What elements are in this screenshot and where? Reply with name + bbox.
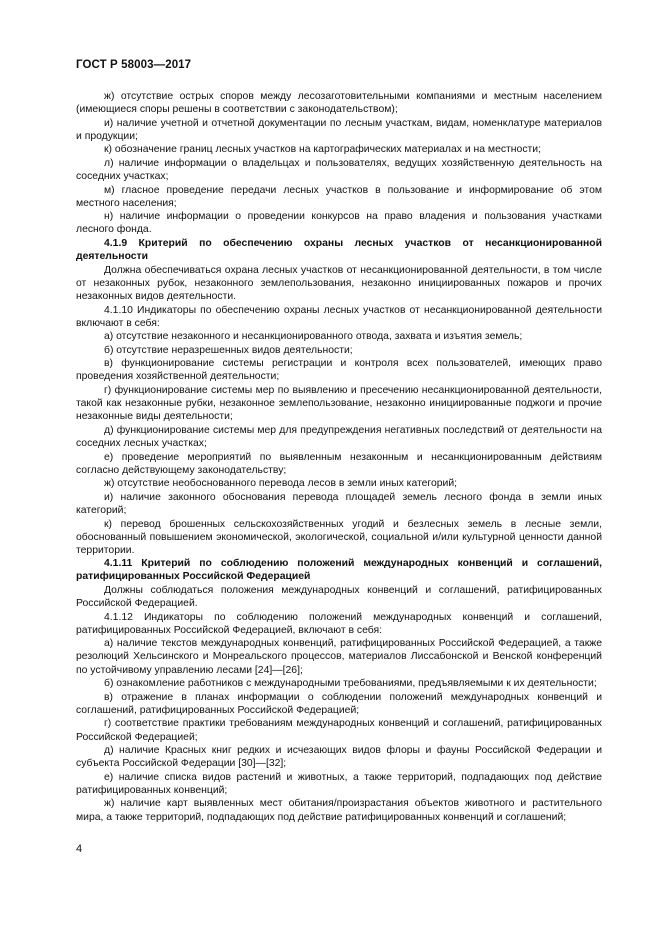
paragraph: и) наличие законного обоснования перевода площадей земель лесного фонда в земли иных категорий; (76, 491, 602, 516)
paragraph: ж) отсутствие острых споров между лесозаготовительными компаниями и местным населением (имеющиеся споры решены в соответствии с законодательством); (76, 91, 602, 116)
paragraph: к) перевод брошенных сельскохозяйственных угодий и безлесных земель в лесные земли, обоснованный повышением экономической, экологической, социальной и/или культурной ценности данной территории. (76, 518, 602, 556)
paragraph: ж) отсутствие необоснованного перевода лесов в земли иных категорий; (104, 478, 458, 490)
paragraph: м) гласное проведение передачи лесных участков в пользование и информирование об этом местного населения; (76, 184, 602, 209)
document-body (76, 90, 602, 824)
section-heading: 4.1.11 Критерий по соблюдению положений международных конвенций и соглашений, ратифицированных Российской Федерацией (76, 558, 602, 583)
paragraph: е) наличие списка видов растений и животных, а также территорий, подпадающих под действие ратифицированных конвенций; (76, 771, 602, 796)
paragraph: б) отсутствие неразрешенных видов деятельности; (104, 344, 353, 356)
paragraph: в) отражение в планах информации о соблюдении положений международных конвенций и соглашений, ратифицированных Российской Федерацией; (76, 691, 602, 716)
paragraph: 4.1.10 Индикаторы по обеспечению охраны лесных участков от несанкционированной деятельности включают в себя: (76, 304, 602, 329)
paragraph: г) соответствие практики требованиям международных конвенций и соглашений, ратифицированных Российской Федерацией; (76, 718, 602, 743)
document-header-title: ГОСТ Р 58003—2017 (76, 59, 192, 71)
paragraph: л) наличие информации о владельцах и пользователях, ведущих хозяйственную деятельность на соседних участках; (76, 157, 602, 183)
paragraph: в) функционирование системы регистрации и контроля всех пользователей, имеющих право проведения хозяйственной деятельности; (76, 358, 602, 383)
paragraph: н) наличие информации о проведении конкурсов на право владения и пользования участками лесного фонда. (76, 211, 602, 236)
paragraph: 4.1.12 Индикаторы по соблюдению положений международных конвенций и соглашений, ратифицированных Российской Федерацией, включают в себя: (76, 611, 602, 636)
paragraph: г) функционирование системы мер по выявлению и пресечению несанкционированной деятельности, такой как незаконные рубки, незаконное землепользование, незаконно инициированные поджоги и прочие незаконные виды деятельности; (76, 385, 602, 423)
paragraph: е) проведение мероприятий по выявленным незаконным и несанкционированным действиям согласно действующему законодательству; (76, 451, 602, 476)
paragraph: к) обозначение границ лесных участков на картографических материалах и на местности; (104, 144, 541, 156)
paragraph: б) ознакомление работников с международными требованиями, предъявляемыми к их деятельности; (104, 678, 597, 690)
paragraph: а) наличие текстов международных конвенций, ратифицированных Российской Федерацией, а также резолюций Хельсинского и Монреальского процессов, материалов Лиссабонской и Венской конференций по устойчивому управлению лесами [24]—[26]; (76, 638, 602, 676)
paragraph: а) отсутствие незаконного и несанкционированного отвода, захвата и изъятия земель; (104, 331, 523, 343)
paragraph: Должны соблюдаться положения международных конвенций и соглашений, ратифицированных Российской Федерацией. (76, 584, 602, 610)
paragraph: и) наличие учетной и отчетной документации по лесным участкам, видам, номенклатуре материалов и продукции; (76, 117, 602, 142)
paragraph: Должна обеспечиваться охрана лесных участков от несанкционированной деятельности, в том числе от незаконных рубок, незаконного землепользования, незаконно инициированных пожаров и прочих незаконных видов деятельности. (76, 264, 602, 302)
paragraph: д) наличие Красных книг редких и исчезающих видов флоры и фауны Российской Федерации и субъекта Российской Федерации [30]—[32]; (76, 745, 602, 770)
section-heading: 4.1.9 Критерий по обеспечению охраны лесных участков от несанкционированной деятельности (76, 238, 602, 263)
paragraph: ж) наличие карт выявленных мест обитания/произрастания объектов животного и растительного мира, а также территорий, подпадающих под действие ратифицированных конвенций и соглашений; (76, 798, 602, 823)
paragraph: д) функционирование системы мер для предупреждения негативных последствий от деятельности на соседних лесных участках; (76, 424, 602, 449)
page-number: 4 (76, 843, 83, 855)
